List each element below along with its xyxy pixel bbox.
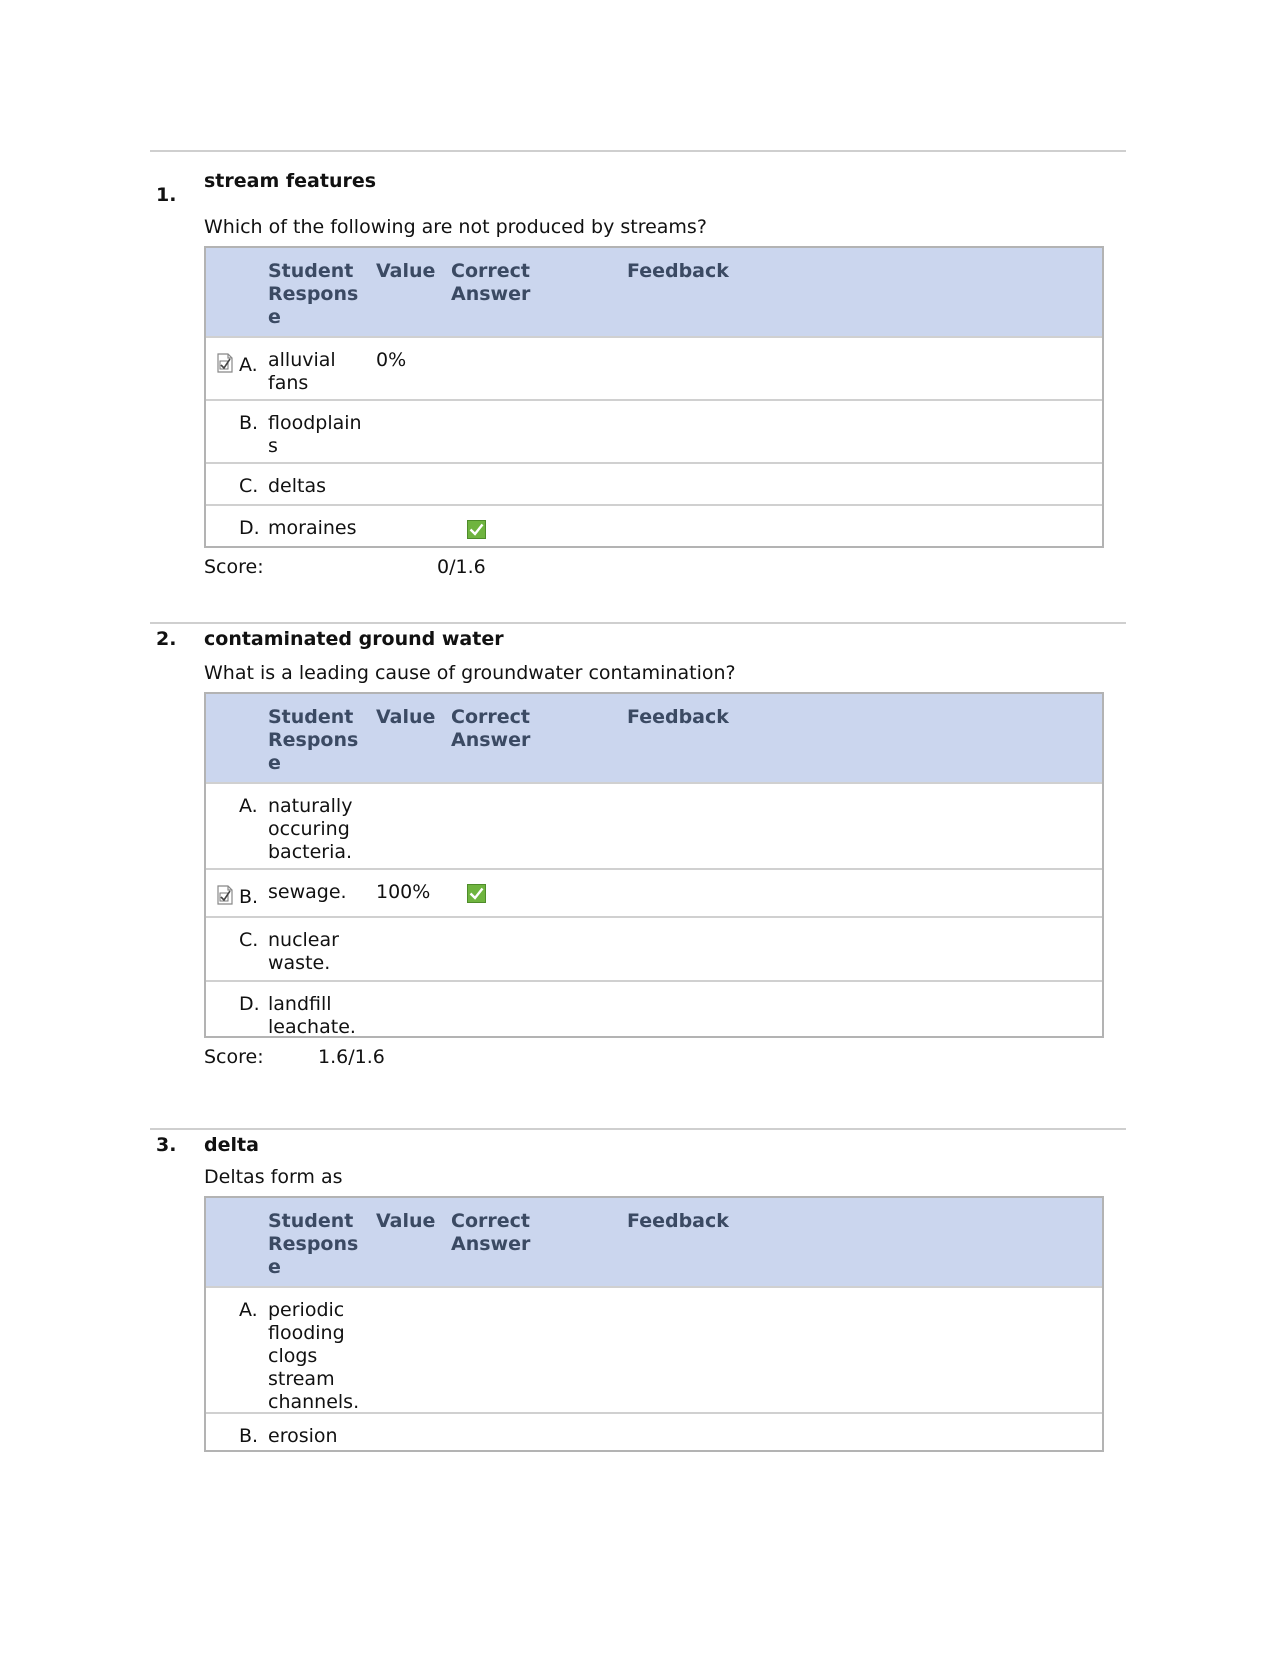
question-text: What is a leading cause of groundwater contamination? xyxy=(204,662,736,684)
score-label: Score: xyxy=(204,1046,264,1068)
question-text: Which of the following are not produced by streams? xyxy=(204,216,707,238)
header-value: Value xyxy=(376,1210,436,1232)
question-title: stream features xyxy=(204,170,377,192)
header-value: Value xyxy=(376,260,436,282)
question-number: 1. xyxy=(156,184,177,206)
response-text: naturally occuring bacteria. xyxy=(268,795,353,863)
response-letter: C. xyxy=(239,475,259,497)
response-table-header xyxy=(206,1198,1102,1286)
response-row xyxy=(206,1412,1102,1454)
response-letter: B. xyxy=(239,1425,259,1447)
header-student-response: Student Respons e xyxy=(268,706,359,774)
response-table-header xyxy=(206,248,1102,336)
response-text: deltas xyxy=(268,475,327,497)
response-text: floodplain s xyxy=(268,412,362,457)
score-label: Score: xyxy=(204,556,264,578)
response-row xyxy=(206,462,1102,504)
response-value: 0% xyxy=(376,349,407,371)
selected-answer-icon xyxy=(216,884,236,906)
response-letter: B. xyxy=(239,412,259,434)
response-text: landfill leachate. xyxy=(268,993,356,1038)
response-text: alluvial fans xyxy=(268,349,336,394)
response-table xyxy=(204,1196,1104,1452)
question-number: 2. xyxy=(156,628,177,650)
response-letter: B. xyxy=(239,886,259,908)
response-row xyxy=(206,504,1102,550)
question-score xyxy=(204,1046,385,1068)
header-student-response: Student Respons e xyxy=(268,260,359,328)
question-title: delta xyxy=(204,1134,259,1156)
score-value: 1.6/1.6 xyxy=(318,1046,385,1068)
response-text: erosion xyxy=(268,1425,338,1447)
header-value: Value xyxy=(376,706,436,728)
question-2 xyxy=(150,622,1126,1128)
response-text: sewage. xyxy=(268,881,347,903)
response-table xyxy=(204,692,1104,1038)
response-letter: D. xyxy=(239,517,260,539)
response-value: 100% xyxy=(376,881,431,903)
question-3 xyxy=(150,1128,1126,1490)
response-table xyxy=(204,246,1104,548)
response-text: nuclear waste. xyxy=(268,929,339,974)
header-student-response: Student Respons e xyxy=(268,1210,359,1278)
response-letter: A. xyxy=(239,1299,258,1321)
selected-answer-icon xyxy=(216,352,236,374)
correct-answer-check-icon xyxy=(467,520,486,539)
response-text: moraines xyxy=(268,517,357,539)
response-row xyxy=(206,782,1102,868)
question-1 xyxy=(150,150,1126,622)
response-letter: C. xyxy=(239,929,259,951)
response-row xyxy=(206,916,1102,980)
response-row xyxy=(206,336,1102,399)
response-row xyxy=(206,399,1102,462)
quiz-results-page xyxy=(150,150,1126,1490)
response-text: periodic flooding clogs stream channels. xyxy=(268,1299,360,1413)
response-row xyxy=(206,1286,1102,1412)
response-row xyxy=(206,868,1102,916)
response-table-header xyxy=(206,694,1102,782)
score-value: 0/1.6 xyxy=(437,556,486,578)
response-letter: D. xyxy=(239,993,260,1015)
question-score xyxy=(204,556,486,578)
header-feedback: Feedback xyxy=(627,1210,729,1232)
question-title: contaminated ground water xyxy=(204,628,504,650)
header-feedback: Feedback xyxy=(627,260,729,282)
header-feedback: Feedback xyxy=(627,706,729,728)
header-correct-answer: Correct Answer xyxy=(451,706,531,751)
question-text: Deltas form as xyxy=(204,1166,343,1188)
response-row xyxy=(206,980,1102,1042)
header-correct-answer: Correct Answer xyxy=(451,260,531,305)
response-letter: A. xyxy=(239,795,258,817)
header-correct-answer: Correct Answer xyxy=(451,1210,531,1255)
response-letter: A. xyxy=(239,354,258,376)
correct-answer-check-icon xyxy=(467,884,486,903)
question-number: 3. xyxy=(156,1134,177,1156)
